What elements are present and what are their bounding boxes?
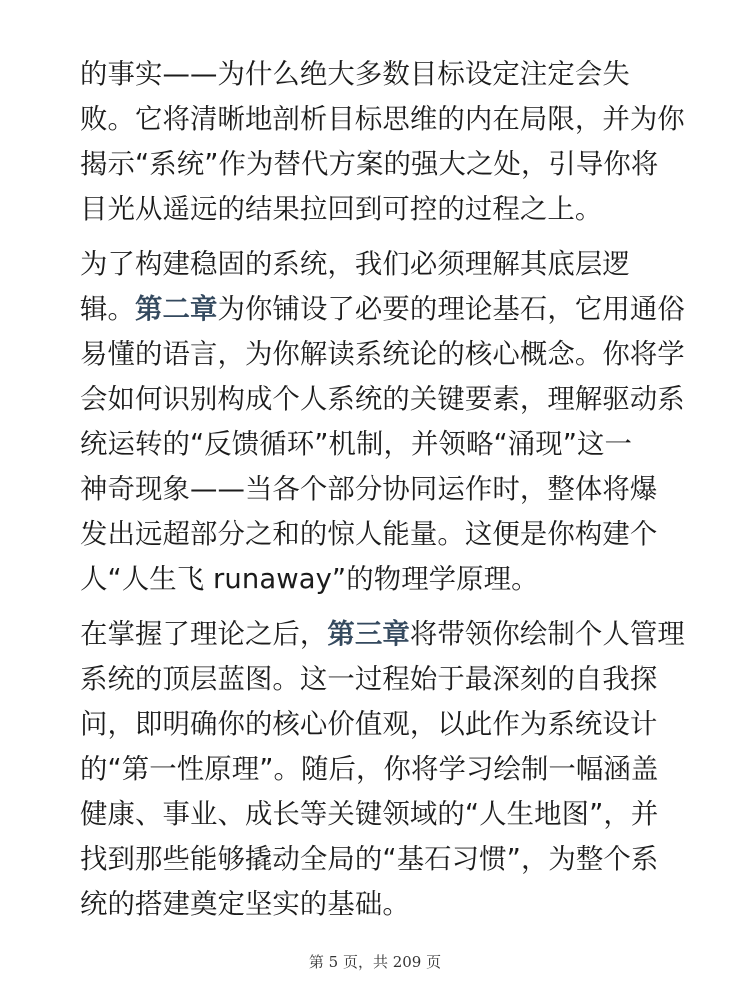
text-line [80,332,685,377]
text-run: 揭示“系统”作为替代方案的强大之处，引导你将 [80,149,659,180]
text-line [80,747,680,792]
text-line [80,52,680,97]
page-number-footer: 第 5 页，共 209 页 [308,953,442,971]
text-run: 的事实——为什么绝大多数目标设定注定会失 [80,59,630,90]
text-run: 在掌握了理论之后， [80,619,328,650]
text-run: 败。它将清晰地剖析目标思维的内在局限，并为你 [80,104,685,135]
text-run: 会如何识别构成个人系统的关键要素，理解驱动系 [80,384,685,415]
text-line [80,422,680,467]
text-line [80,467,680,512]
text-line [80,657,680,702]
text-line [80,512,680,557]
text-run: 将带领你绘制个人管理 [409,619,685,650]
paragraph-3 [80,612,685,927]
text-line [80,242,680,287]
text-line [80,792,680,837]
text-line [80,142,680,187]
text-run: 的“第一性原理”。随后，你将学习绘制一幅涵盖 [80,754,659,785]
text-run: 找到那些能够撬动全局的“基石习惯”，为整个系 [80,844,659,875]
text-run: 目光从遥远的结果拉回到可控的过程之上。 [80,194,603,225]
text-run: 问，即明确你的核心价值观，以此作为系统设计 [80,709,658,740]
paragraph-2 [80,242,685,602]
text-line [80,287,685,332]
chapter-reference: 第三章 [327,619,410,650]
text-line [80,557,680,602]
text-line [80,702,680,747]
text-line [80,837,680,882]
text-line [80,882,680,927]
text-line [80,187,680,232]
document-page [80,52,685,937]
text-run: 统的搭建奠定坚实的基础。 [80,889,410,920]
text-line [80,612,685,657]
text-run: 辑。 [80,294,135,325]
text-run: 人“人生飞 runaway”的物理学原理。 [80,564,539,595]
text-line [80,377,685,422]
text-run: 易懂的语言，为你解读系统论的核心概念。你将学 [80,339,685,370]
text-run: 统运转的“反馈循环”机制，并领略“涌现”这一 [80,429,632,460]
text-line [80,97,685,142]
text-run: 发出远超部分之和的惊人能量。这便是你构建个 [80,519,658,550]
paragraph-1 [80,52,685,232]
chapter-reference: 第二章 [134,294,218,325]
text-run: 健康、事业、成长等关键领域的“人生地图”，并 [80,799,659,830]
text-run: 为你铺设了必要的理论基石，它用通俗 [217,294,685,325]
text-run: 为了构建稳固的系统，我们必须理解其底层逻 [80,249,630,280]
text-run: 神奇现象——当各个部分协同运作时，整体将爆 [80,474,658,505]
text-run: 系统的顶层蓝图。这一过程始于最深刻的自我探 [80,664,658,695]
